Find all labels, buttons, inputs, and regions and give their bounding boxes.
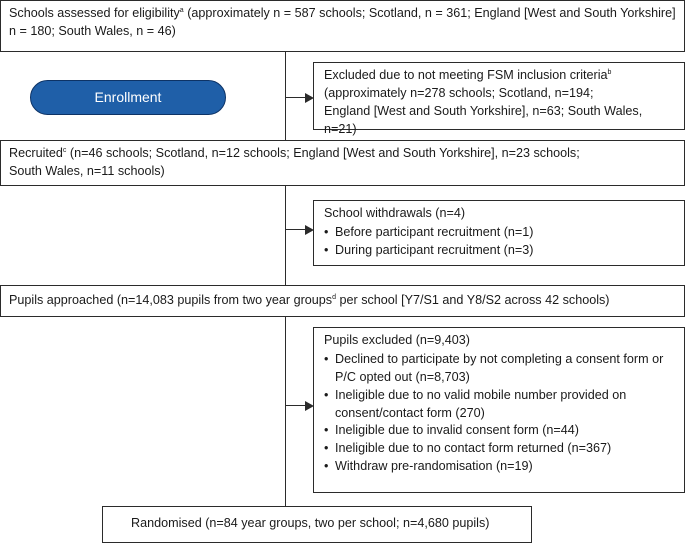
list-item: • During participant recruitment (n=3) (324, 242, 674, 260)
excluded-line2: (approximately n=278 schools; Scotland, n=194; (324, 85, 594, 100)
connector-main-3 (285, 317, 286, 506)
randomised-text: Randomised (n=84 year groups, two per school; n=4,680 pupils) (131, 516, 490, 530)
list-item: • Before participant recruitment (n=1) (324, 224, 674, 242)
withdrawals-list (324, 224, 674, 260)
assessed-text: Schools assessed for eligibility$^a$ (approximately n = 587 schools; Scotland, n = 361; England [West and South Yorkshire] (9, 6, 676, 20)
list-item: • Ineligible due to no valid mobile number provided on consent/contact form (270) (324, 387, 674, 423)
randomised-box (102, 506, 532, 543)
list-item: • Withdraw pre-randomisation (n=19) (324, 458, 674, 476)
excluded-line3: England [West and South Yorkshire], n=63; South Wales, n=21) (324, 103, 643, 136)
arrow-withdrawals-line (285, 229, 307, 230)
withdrawals-box (313, 200, 685, 266)
arrow-pupils-excluded-line (285, 405, 307, 406)
connector-main-2 (285, 186, 286, 285)
recruited-text: Recruited$^c$ (n=46 schools; Scotland, n=12 schools; England [West and South Yorkshire], n=23 schools; (9, 146, 580, 160)
recruited-line2: South Wales, n=11 schools) (9, 163, 165, 178)
assessed-line2: n = 180; South Wales, n = 46) (9, 23, 176, 38)
arrow-excluded-line (285, 97, 307, 98)
approached-box (0, 285, 685, 317)
enrollment-label: Enrollment (30, 80, 226, 115)
pupils-excluded-list (324, 351, 674, 476)
excluded-title: Excluded due to not meeting FSM inclusion criteria$^b$ (324, 68, 612, 82)
connector-main-1 (285, 52, 286, 140)
list-item: • Ineligible due to invalid consent form (n=44) (324, 422, 674, 440)
list-item: • Declined to participate by not completing a consent form or P/C opted out (n=8,703) (324, 351, 674, 387)
approached-text: Pupils approached (n=14,083 pupils from two year groups$^d$ per school [Y7/S1 and Y8/S2 across 42 schools) (9, 293, 610, 307)
list-item: • Ineligible due to no contact form returned (n=367) (324, 440, 674, 458)
pupils-excluded-box (313, 327, 685, 493)
pupils-excluded-title: Pupils excluded (n=9,403) (324, 333, 470, 347)
recruited-box (0, 140, 685, 186)
excluded-fsm-box (313, 62, 685, 136)
assessed-box (0, 0, 685, 52)
withdrawals-title: School withdrawals (n=4) (324, 206, 466, 220)
